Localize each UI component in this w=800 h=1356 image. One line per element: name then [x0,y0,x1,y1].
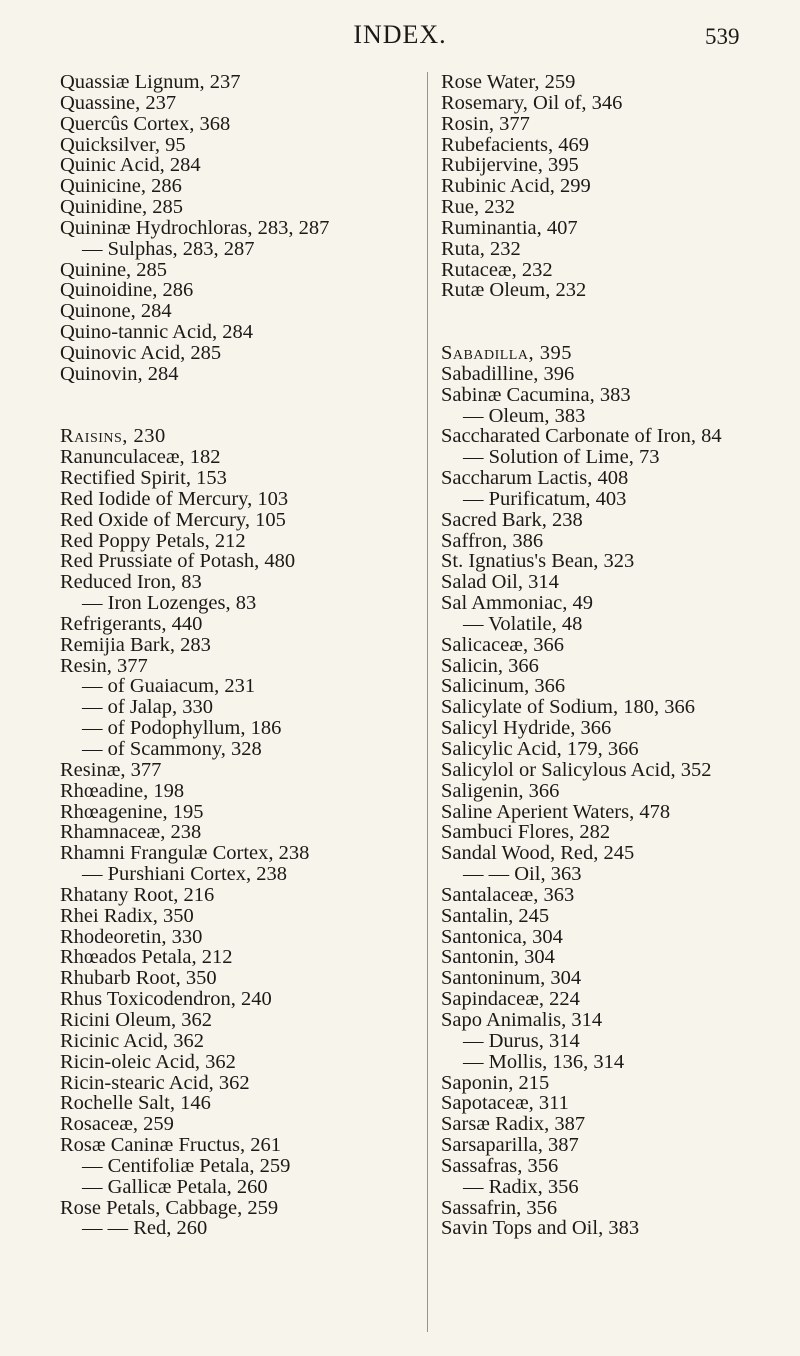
index-entry: Red Poppy Petals, 212 [60,529,246,552]
index-subentry: — Oleum, 383 [463,404,586,427]
index-entry: Salicin, 366 [441,654,539,677]
page-header-title: INDEX. [353,20,447,49]
index-entry: Saponin, 215 [441,1071,550,1094]
index-entry: Rutaceæ, 232 [441,258,553,281]
index-entry: Red Iodide of Mercury, 103 [60,487,289,510]
index-entry-section-start: Raisins, 230 [60,425,166,448]
index-entry: Quercûs Cortex, 368 [60,112,231,135]
index-entry: Salicinum, 366 [441,675,566,698]
index-group-r-continued [441,72,800,301]
index-entry: Santalaceæ, 363 [441,883,575,906]
index-entry: Quinoidine, 286 [60,279,194,302]
index-subentry: — of Jalap, 330 [82,696,213,719]
index-subentry: — — Oil, 363 [463,863,582,886]
index-column-right [441,72,800,1239]
index-entry: Rhatany Root, 216 [60,883,215,906]
index-subentry: — Purificatum, 403 [463,487,627,510]
index-column-left [60,72,420,1239]
index-entry: Quinine, 285 [60,258,168,281]
index-entry: Quassine, 237 [60,91,177,114]
index-entry: Quassiæ Lignum, 237 [60,71,241,93]
index-subentry: — Radix, 356 [463,1175,579,1198]
index-entry: Rose Petals, Cabbage, 259 [60,1196,279,1219]
index-entry: Sarsæ Radix, 387 [441,1113,586,1136]
index-entry: Ranunculaceæ, 182 [60,446,221,469]
index-entry: Sabadilline, 396 [441,362,575,385]
index-entry: Rubefacients, 469 [441,133,590,156]
index-subentry: — of Scammony, 328 [82,738,262,760]
index-entry: Rochelle Salt, 146 [60,1092,211,1115]
page-number: 539 [705,24,740,49]
index-entry: Sapo Animalis, 314 [441,1008,603,1031]
index-entry: Reduced Iron, 83 [60,571,202,594]
index-entry: Quininæ Hydrochloras, 283, 287 [60,216,330,239]
index-entry: Red Oxide of Mercury, 105 [60,508,286,531]
index-entry: Saffron, 386 [441,529,544,552]
index-subentry: — Mollis, 136, 314 [463,1050,625,1073]
index-entry: St. Ignatius's Bean, 323 [441,550,635,573]
index-entry: Salicyl Hydride, 366 [441,717,612,740]
index-entry: Rhœadine, 198 [60,779,185,802]
index-entry: Rhamnaceæ, 238 [60,821,202,844]
index-entry: Red Prussiate of Potash, 480 [60,550,296,573]
index-entry: Santonica, 304 [441,925,563,948]
index-entry: Quinic Acid, 284 [60,154,201,177]
section-gap [60,385,420,427]
index-entry: Rhei Radix, 350 [60,904,194,927]
index-entry: Sarsaparilla, 387 [441,1134,579,1157]
index-entry-section-start: Sabadilla, 395 [441,341,572,364]
index-entry: Savin Tops and Oil, 383 [441,1217,640,1240]
index-entry: Ricin-oleic Acid, 362 [60,1050,236,1073]
index-entry: Sal Ammoniac, 49 [441,592,594,615]
index-entry: Rosaceæ, 259 [60,1113,174,1136]
index-entry: Sassafras, 356 [441,1154,559,1177]
index-entry: Rosæ Caninæ Fructus, 261 [60,1134,281,1157]
index-entry: Rhubarb Root, 350 [60,967,217,990]
index-subentry: — Solution of Lime, 73 [463,446,660,469]
index-subentry: — Purshiani Cortex, 238 [82,863,287,886]
index-entry: Rosin, 377 [441,112,530,135]
index-entry: Salicylic Acid, 179, 366 [441,738,639,760]
index-subentry: — Sulphas, 283, 287 [82,237,255,260]
index-subentry: — of Podophyllum, 186 [82,717,282,740]
index-entry: Refrigerants, 440 [60,612,203,635]
index-entry: Rhœados Petala, 212 [60,946,233,969]
index-entry: Santonin, 304 [441,946,555,969]
index-group-r [60,426,420,1239]
index-entry: Rose Water, 259 [441,71,576,93]
column-divider [427,72,428,1332]
index-entry: Quinicine, 286 [60,175,182,198]
index-entry: Salad Oil, 314 [441,571,559,594]
index-entry: Rubinic Acid, 299 [441,175,591,198]
index-group-q [60,72,420,385]
index-entry: Rhodeoretin, 330 [60,925,203,948]
index-entry: Salicylate of Sodium, 180, 366 [441,696,695,719]
index-entry: Rue, 232 [441,196,516,219]
index-entry: Ruta, 232 [441,237,521,260]
index-entry: Quinidine, 285 [60,196,183,219]
index-subentry: — Durus, 314 [463,1029,580,1052]
index-entry: Quinovin, 284 [60,362,179,385]
index-entry: Sassafrin, 356 [441,1196,558,1219]
index-entry: Ricini Oleum, 362 [60,1008,213,1031]
index-entry: Resinæ, 377 [60,758,162,781]
index-entry: Quicksilver, 95 [60,133,186,156]
index-entry: Santoninum, 304 [441,967,582,990]
index-entry: Santalin, 245 [441,904,550,927]
index-entry: Rhœagenine, 195 [60,800,204,823]
index-entry: Quinovic Acid, 285 [60,341,222,364]
index-entry: Resin, 377 [60,654,148,677]
index-entry: Saccharated Carbonate of Iron, 84 [441,425,722,448]
index-entry: Quino-tannic Acid, 284 [60,321,254,344]
index-subentry: — Volatile, 48 [463,612,583,635]
index-entry: Sabinæ Cacumina, 383 [441,383,631,406]
index-entry: Saligenin, 366 [441,779,560,802]
index-entry: Rhamni Frangulæ Cortex, 238 [60,842,310,865]
section-gap [441,301,800,343]
index-subentry: — Gallicæ Petala, 260 [82,1175,268,1198]
index-subentry: — Iron Lozenges, 83 [82,592,257,615]
index-entry: Salicaceæ, 366 [441,633,564,656]
index-entry: Sambuci Flores, 282 [441,821,611,844]
index-entry: Sandal Wood, Red, 245 [441,842,635,865]
index-entry: Sapotaceæ, 311 [441,1092,569,1115]
index-subentry: — Centifoliæ Petala, 259 [82,1154,291,1177]
index-entry: Saccharum Lactis, 408 [441,467,629,490]
index-subentry: — — Red, 260 [82,1217,208,1240]
index-group-s [441,343,800,1239]
index-entry: Sapindaceæ, 224 [441,988,580,1011]
index-entry: Rubijervine, 395 [441,154,579,177]
index-entry: Rutæ Oleum, 232 [441,279,587,302]
index-entry: Rectified Spirit, 153 [60,467,227,490]
index-entry: Ricinic Acid, 362 [60,1029,205,1052]
index-entry: Saline Aperient Waters, 478 [441,800,671,823]
index-entry: Sacred Bark, 238 [441,508,583,531]
index-entry: Ruminantia, 407 [441,216,578,239]
index-entry: Rosemary, Oil of, 346 [441,91,623,114]
index-entry: Remijia Bark, 283 [60,633,211,656]
index-entry: Ricin-stearic Acid, 362 [60,1071,250,1094]
index-entry: Salicylol or Salicylous Acid, 352 [441,758,712,781]
index-subentry: — of Guaiacum, 231 [82,675,256,698]
index-entry: Rhus Toxicodendron, 240 [60,988,272,1011]
index-entry: Quinone, 284 [60,300,172,323]
